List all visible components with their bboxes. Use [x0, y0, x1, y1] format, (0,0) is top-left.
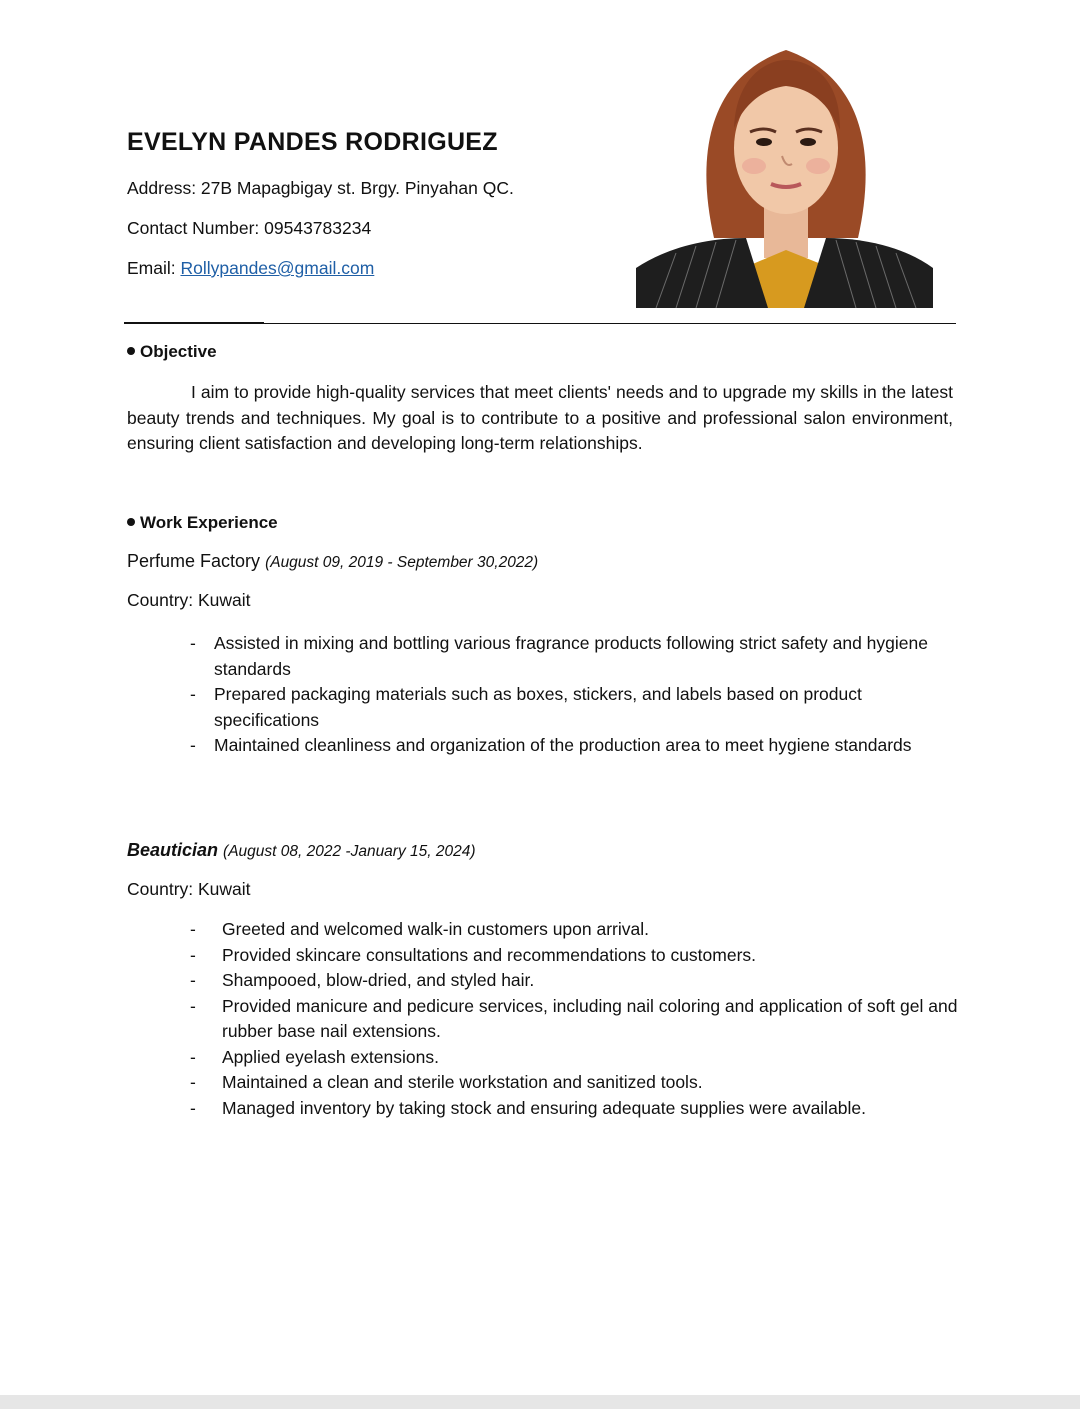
- job-2-dates: (August 08, 2022 -January 15, 2024): [223, 843, 476, 860]
- profile-photo: [636, 38, 933, 308]
- bottom-edge-bar: [0, 1395, 1080, 1409]
- email-label: Email:: [127, 258, 181, 278]
- objective-text: I aim to provide high-quality services that meet clients' needs and to upgrade my skills in the latest beauty trends and techniques. My goal is to contribute to a positive and professional salon environment, ensuring client satisfaction and developing long-term relationships.: [127, 382, 953, 453]
- email-link[interactable]: Rollypandes@gmail.com: [180, 258, 375, 278]
- bullet-dot-icon: [127, 347, 135, 355]
- list-item: - Greeted and welcomed walk-in customers upon arrival.: [190, 919, 649, 939]
- job-title-2: [127, 840, 476, 861]
- list-item: - Provided skincare consultations and recommendations to customers.: [190, 944, 757, 965]
- work-experience-heading-label: Work Experience: [140, 513, 278, 532]
- objective-heading: [127, 342, 217, 362]
- job-2-duties: [190, 917, 960, 1121]
- job-1-country: Country: Kuwait: [127, 590, 251, 610]
- job-2-country: Country: Kuwait: [127, 879, 251, 899]
- job-title-1: [127, 551, 538, 572]
- bullet-dot-icon: [127, 518, 135, 526]
- job-2-name: Beautician: [127, 840, 219, 860]
- address-line: Address: 27B Mapagbigay st. Brgy. Pinyahan QC.: [127, 178, 514, 198]
- list-item: - Maintained a clean and sterile workstation and sanitized tools.: [190, 1072, 703, 1092]
- job-1-name: Perfume Factory: [127, 551, 261, 571]
- list-item: - Prepared packaging materials such as boxes, stickers, and labels based on product specifications: [190, 684, 862, 730]
- list-item: - Maintained cleanliness and organization of the production area to meet hygiene standards: [190, 735, 912, 755]
- job-1-dates: (August 09, 2019 - September 30,2022): [265, 554, 539, 571]
- list-item: - Shampooed, blow-dried, and styled hair.: [190, 970, 535, 990]
- list-item: - Provided manicure and pedicure services, including nail coloring and application of soft gel and rubber base nail extensions.: [190, 995, 958, 1041]
- applicant-name: EVELYN PANDES RODRIGUEZ: [127, 128, 498, 156]
- job-1-duties: [190, 631, 960, 759]
- header-divider-accent: [124, 322, 264, 324]
- list-item: - Assisted in mixing and bottling various fragrance products following strict safety and hygiene standards: [190, 633, 928, 679]
- work-experience-heading: [127, 513, 278, 533]
- objective-heading-label: Objective: [140, 342, 217, 361]
- list-item: - Managed inventory by taking stock and ensuring adequate supplies were available.: [190, 1097, 867, 1118]
- contact-number-line: Contact Number: 09543783234: [127, 218, 372, 238]
- email-line: [127, 258, 374, 279]
- list-item: - Applied eyelash extensions.: [190, 1046, 439, 1067]
